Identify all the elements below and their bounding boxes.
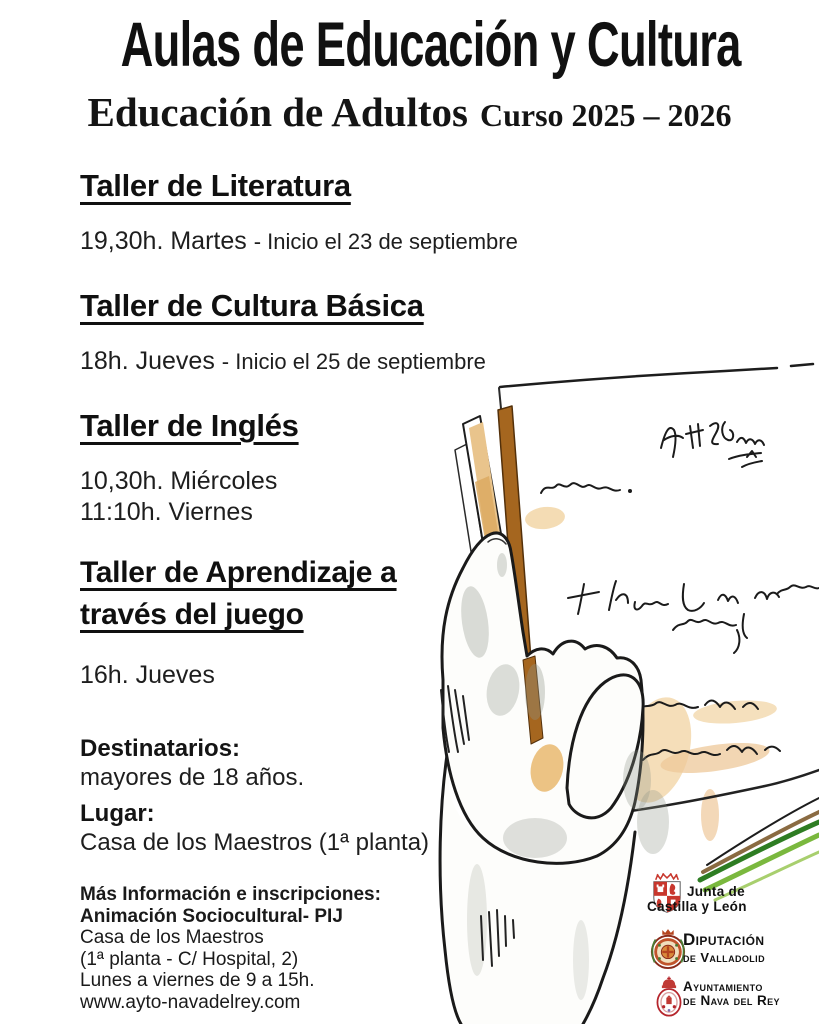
schedule-time: 18h. Jueves <box>80 347 215 375</box>
opening-hours: Lunes a viernes de 9 a 15h. <box>80 970 315 991</box>
workshop-section-literatura <box>80 166 518 257</box>
ayuntamiento-logo-line2: de Nava del Rey <box>683 993 780 1008</box>
poster-subtitle-row <box>0 88 819 136</box>
recipients-value: mayores de 18 años. <box>80 764 305 791</box>
workshop-schedule <box>80 346 486 377</box>
workshop-schedule <box>80 466 299 497</box>
schedule-time: 16h. Jueves <box>80 661 215 689</box>
diputacion-logo-line2: de Valladolid <box>683 950 765 965</box>
workshop-title: Taller de Inglés <box>80 408 299 443</box>
schedule-info: - Inicio el 23 de septiembre <box>253 229 518 254</box>
workshop-title: Taller de Literatura <box>80 168 351 203</box>
address-line2: (1ª planta - C/ Hospital, 2) <box>80 948 299 970</box>
diputacion-valladolid-crest-icon <box>649 928 687 972</box>
workshop-schedule <box>80 660 472 691</box>
poster-title: Aulas de Educación y Cultura <box>120 10 741 80</box>
place-label: Lugar: <box>80 800 155 827</box>
institution-logos <box>645 872 819 1024</box>
schedule-time: 19,30h. Martes <box>80 227 247 255</box>
details-block <box>80 734 429 857</box>
junta-logo-line2: Castilla y León <box>647 899 747 914</box>
place-value: Casa de los Maestros (1ª planta) <box>80 829 430 856</box>
schedule-time: 10,30h. Miércoles <box>80 467 278 495</box>
info-title: Más Información e inscripciones: <box>80 884 381 905</box>
workshop-schedule <box>80 226 518 257</box>
diputacion-logo-line1: Diputación <box>683 930 765 949</box>
junta-logo-line1: Junta de <box>687 884 745 899</box>
website-url: www.ayto-navadelrey.com <box>80 991 301 1013</box>
ayuntamiento-nava-del-rey-crest-icon <box>653 976 685 1018</box>
workshop-section-ingles <box>80 406 299 528</box>
workshop-title: Taller de Aprendizaje a través del juego <box>80 556 397 631</box>
recipients-label: Destinatarios: <box>80 735 241 762</box>
organizer: Animación Sociocultural- PIJ <box>80 905 343 927</box>
header <box>0 8 819 82</box>
workshop-section-aprendizaje-juego <box>80 552 472 691</box>
schedule-time: 11:10h. Viernes <box>80 498 253 526</box>
workshop-schedule <box>80 497 299 528</box>
ayuntamiento-logo-line1: Ayuntamiento <box>683 979 763 994</box>
contact-info-block <box>80 884 381 1013</box>
address-line1: Casa de los Maestros <box>80 927 264 948</box>
schedule-info: - Inicio el 25 de septiembre <box>221 349 486 374</box>
poster-subtitle: Educación de Adultos <box>87 89 468 135</box>
workshop-title: Taller de Cultura Básica <box>80 288 424 323</box>
course-year: Curso 2025 – 2026 <box>479 97 732 133</box>
workshop-section-cultura-basica <box>80 286 486 377</box>
